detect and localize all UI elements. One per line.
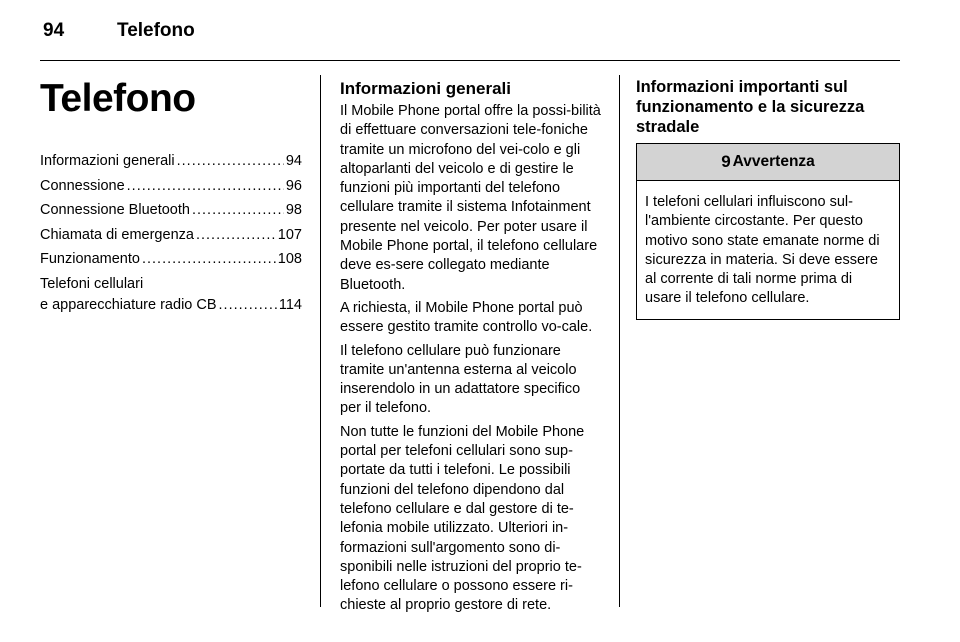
toc-label: Funzionamento (40, 251, 140, 267)
toc-leader (127, 176, 284, 198)
toc-leader (142, 249, 276, 271)
heading-line: Informazioni importanti sul (636, 78, 848, 96)
section-heading (636, 77, 900, 137)
toc-label: Connessione Bluetooth (40, 202, 190, 218)
warning-header (637, 144, 899, 181)
page-number: 94 (43, 20, 65, 41)
toc-label-line1: Telefoni cellulari (40, 275, 144, 292)
toc-page: 114 (278, 297, 302, 313)
warning-icon: 9 (721, 152, 731, 171)
right-column (636, 62, 900, 320)
paragraph: A richiesta, il Mobile Phone portal può essere gestito tramite controllo vo-cale. (340, 299, 593, 336)
heading-line: stradale (636, 118, 700, 136)
toc-entry[interactable] (40, 225, 302, 247)
paragraph: Il Mobile Phone portal offre la possi-bilità di effettuare conversazioni tele-foniche tramite un microfono del vei-colo e gli altoparlanti del veicolo e di gestire le funzioni più importanti del telefono cellulare tramite il sistema Infotainment presente nel veicolo. Per poter usare il Mobile Phone portal, il telefono cellulare deve es-sere collegato mediante Bluetooth. (340, 103, 601, 293)
toc-page: 98 (285, 202, 302, 218)
toc-entry[interactable] (40, 176, 302, 198)
left-column (40, 62, 302, 320)
column-divider (619, 75, 620, 607)
toc-leader (192, 200, 284, 222)
toc-label: Chiamata di emergenza (40, 226, 194, 243)
toc-entry[interactable] (40, 200, 302, 222)
toc-page: 94 (285, 153, 302, 169)
toc-leader (219, 295, 277, 317)
toc-label: Connessione (40, 177, 125, 194)
toc-leader (196, 225, 276, 247)
heading-line: funzionamento e la sicurezza (636, 98, 865, 116)
toc-page: 107 (277, 226, 302, 243)
column-divider (320, 75, 321, 607)
toc-entry[interactable] (40, 151, 302, 173)
section-heading: Informazioni generali (340, 79, 511, 98)
warning-box (636, 143, 900, 320)
toc-entry[interactable] (40, 249, 302, 271)
paragraph: Non tutte le funzioni del Mobile Phone portal per telefoni cellulari sono sup-portate da tutti i telefoni. Le possibili funzioni del telefono dipendono dal telefono cellulare e dal gestore di te-lefonia mobile utilizzato. Ulteriori in-formazioni sull'argomento sono di-sponibili nelle istruzioni del proprio te-lefono cellulare o possono essere ri-chieste al proprio gestore di rete. (340, 423, 585, 614)
warning-text: I telefoni cellulari influiscono sul-l'ambiente circostante. Per questo motivo sono state emanate norme di sicurezza in materia. Si deve essere al corrente di tali norme prima di usare il telefono cellulare. (645, 194, 880, 307)
toc-entry[interactable] (40, 274, 302, 317)
header-rule (40, 60, 900, 61)
toc-page: 96 (285, 177, 302, 194)
toc-label: e apparecchiature radio CB (40, 297, 217, 313)
paragraph: Il telefono cellulare può funzionare tramite un'antenna esterna al veicolo inserendolo in un adattatore specifico per il telefono. (340, 342, 581, 417)
middle-column (340, 62, 602, 620)
page-header (0, 0, 960, 60)
running-title: Telefono (117, 20, 195, 41)
toc-page: 108 (277, 251, 302, 267)
table-of-contents (40, 151, 302, 317)
chapter-title: Telefono (40, 77, 196, 120)
toc-label: Informazioni generali (40, 153, 175, 169)
warning-title: Avvertenza (732, 153, 815, 170)
toc-leader (177, 151, 284, 173)
